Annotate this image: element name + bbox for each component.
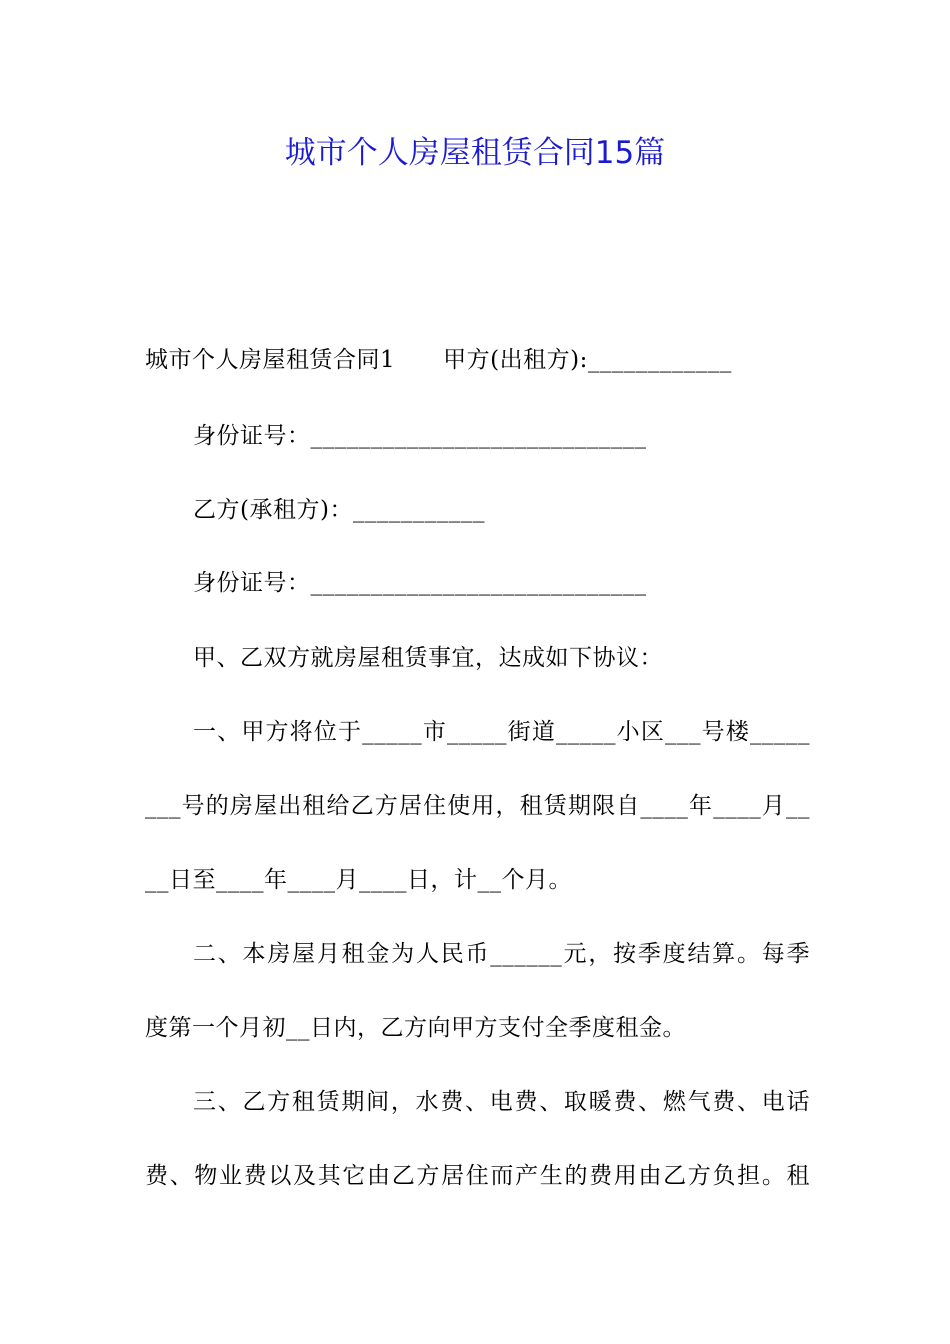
party-a-field: 甲方(出租方):____________ (443, 347, 732, 373)
party-a-id-line: 身份证号：____________________________ (193, 423, 647, 449)
clause-1-line-2: ___号的房屋出租给乙方居住使用，租赁期限自____年____月__ (145, 793, 810, 819)
clause-1-line-1: 一、甲方将位于_____市_____街道_____小区___号楼_____ (193, 719, 810, 745)
clause-2-line-2: 度第一个月初__日内，乙方向甲方支付全季度租金。 (145, 1015, 686, 1041)
clause-3-line-2: 费、物业费以及其它由乙方居住而产生的费用由乙方负担。租 (145, 1163, 810, 1189)
contract-heading-line (145, 340, 810, 380)
clause-2-line-1: 二、本房屋月租金为人民币______元，按季度结算。每季 (193, 941, 810, 967)
party-b-id-line: 身份证号：____________________________ (193, 570, 647, 596)
contract-subtitle: 城市个人房屋租赁合同1 (145, 347, 396, 373)
clause-1-line-3: __日至____年____月____日，计__个月。 (145, 867, 572, 893)
document-title: 城市个人房屋租赁合同15篇 (284, 135, 666, 171)
agreement-intro: 甲、乙双方就房屋租赁事宜，达成如下协议： (193, 645, 663, 671)
clause-3-line-1: 三、乙方租赁期间，水费、电费、取暖费、燃气费、电话 (193, 1089, 810, 1115)
party-b-line: 乙方(承租方)：___________ (193, 497, 485, 523)
